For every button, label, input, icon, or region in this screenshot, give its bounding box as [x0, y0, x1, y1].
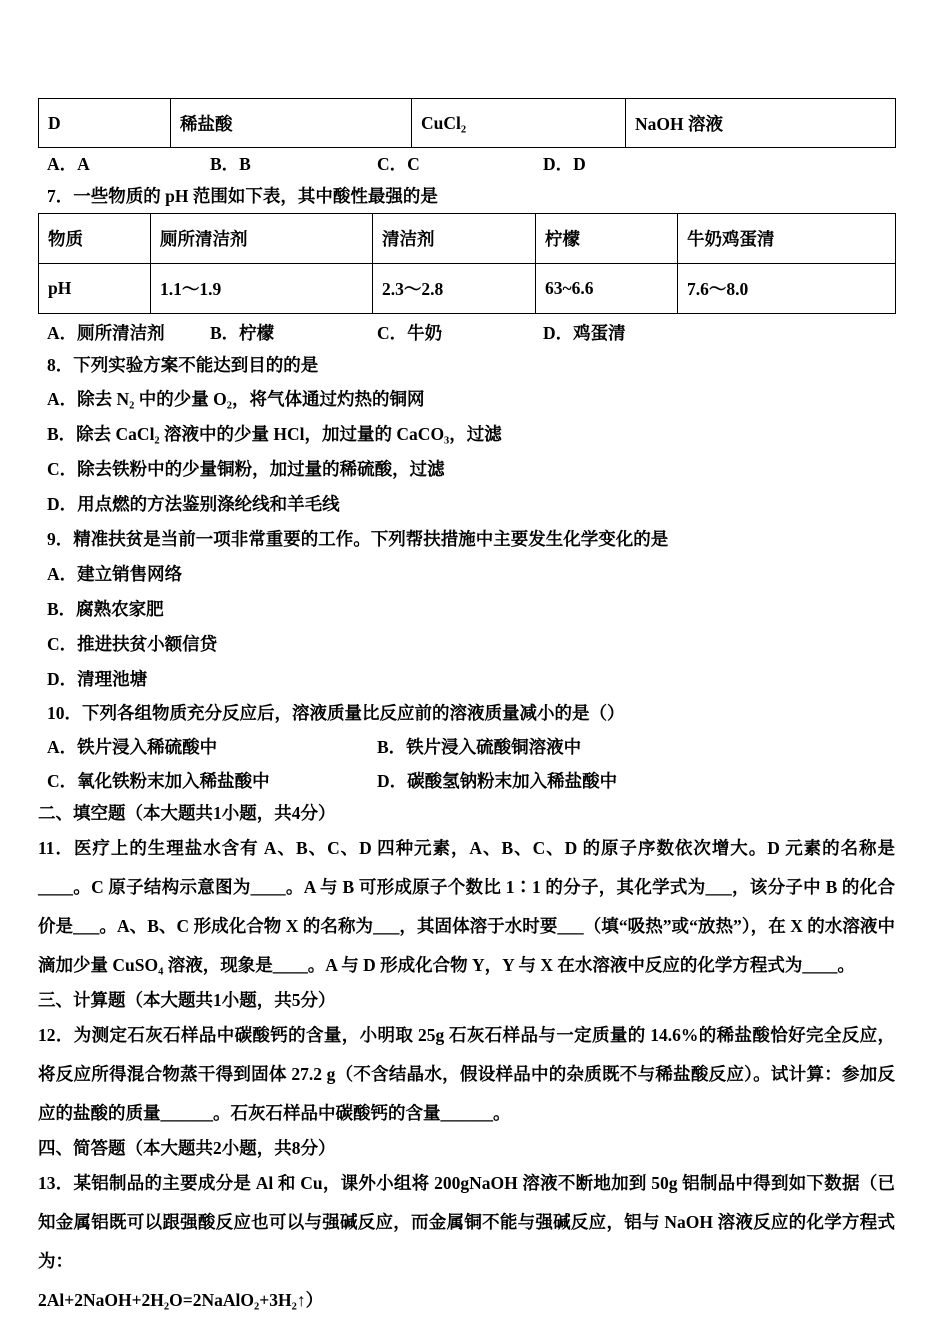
table-header-row	[39, 214, 896, 264]
question9-option-c: C．推进扶贫小额信贷	[47, 634, 218, 654]
header-cell-cleaner: 清洁剂	[373, 214, 536, 264]
question6-option-d: D．D	[543, 154, 586, 174]
cell-ph-lemon: 63~6.6	[536, 264, 678, 314]
header-cell-lemon: 柠檬	[536, 214, 678, 264]
question9-option-a: A．建立销售网络	[47, 564, 183, 584]
question7-option-d: D．鸡蛋清	[543, 323, 626, 343]
question9-stem: 9．精准扶贫是当前一项非常重要的工作。下列帮扶措施中主要发生化学变化的是	[47, 529, 669, 549]
cell-ph-cleaner: 2.3～2.8	[373, 264, 536, 314]
section-heading-fill-in: 二、填空题（本大题共1小题，共4分）	[38, 803, 336, 823]
table-cell-d: D	[39, 99, 171, 148]
table-cell-cucl2: CuCl₂	[412, 99, 626, 148]
question10-option-a: A．铁片浸入稀硫酸中	[47, 737, 218, 757]
header-cell-milk-eggwhite: 牛奶鸡蛋清	[678, 214, 896, 264]
header-cell-toilet-cleaner: 厕所清洁剂	[151, 214, 373, 264]
question7-options-row	[38, 317, 895, 349]
section-heading-short-answer: 四、简答题（本大题共2小题，共8分）	[38, 1138, 336, 1158]
question7-ph-table	[38, 213, 896, 314]
question6-options-row	[38, 148, 895, 180]
question6-option-b: B．B	[210, 154, 251, 174]
question8-option-a: A．除去 N₂ 中的少量 O₂，将气体通过灼热的铜网	[47, 389, 425, 409]
question8-option-c: C．除去铁粉中的少量铜粉，加过量的稀硫酸，过滤	[47, 459, 445, 479]
header-cell-substance: 物质	[39, 214, 151, 264]
table-row	[39, 99, 896, 148]
table-row-ph	[39, 264, 896, 314]
question10-options-row-2	[38, 764, 895, 798]
question10-options-row-1	[38, 730, 895, 764]
table-cell-dilute-hcl: 稀盐酸	[171, 99, 412, 148]
question7-option-b: B．柠檬	[210, 323, 275, 343]
exam-content	[38, 98, 895, 1320]
cell-ph-toilet-cleaner: 1.1～1.9	[151, 264, 373, 314]
question7-stem: 7．一些物质的 pH 范围如下表，其中酸性最强的是	[47, 186, 438, 206]
question10-option-b: B．铁片浸入硫酸铜溶液中	[377, 737, 582, 757]
question10-stem: 10．下列各组物质充分反应后，溶液质量比反应前的溶液质量减小的是（）	[47, 703, 625, 723]
question11-paragraph: 11．医疗上的生理盐水含有 A、B、C、D 四种元素，A、B、C、D 的原子序数依次增大。D 元素的名称是____。C 原子结构示意图为____。A 与 B 可形成原子个数比 1∶1 的分子，其化学式为___，该分子中 B 的化合价是___。A、B、C 形成化合物 X 的名称为___，其固体溶于水时要___（填“吸热”或“放热”），在 X 的水溶液中滴加少量 CuSO₄ 溶液，现象是____。A 与 D 形成化合物 Y，Y 与 X 在水溶液中反应的化学方程式为____。	[38, 838, 895, 975]
cell-ph-label: pH	[39, 264, 151, 314]
question13-paragraph: 13．某铝制品的主要成分是 Al 和 Cu，课外小组将 200gNaOH 溶液不断地加到 50g 铝制品中得到如下数据（已知金属铝既可以跟强酸反应也可以与强碱反应，而金属铜不能与强碱反应，铝与 NaOH 溶液反应的化学方程式为：	[38, 1173, 895, 1271]
question9-option-d: D．清理池塘	[47, 669, 148, 689]
table-cell-naoh: NaOH 溶液	[626, 99, 896, 148]
question7-option-a: A．厕所清洁剂	[47, 323, 165, 343]
question8-option-d: D．用点燃的方法鉴别涤纶线和羊毛线	[47, 494, 340, 514]
question8-stem: 8．下列实验方案不能达到目的的是	[47, 355, 319, 375]
question7-option-c: C．牛奶	[377, 323, 443, 343]
question6-answer-table	[38, 98, 896, 148]
question9-option-b: B．腐熟农家肥	[47, 599, 164, 619]
question8-option-b: B．除去 CaCl₂ 溶液中的少量 HCl，加过量的 CaCO₃，过滤	[47, 424, 502, 444]
question12-paragraph: 12．为测定石灰石样品中碳酸钙的含量，小明取 25g 石灰石样品与一定质量的 14.6%的稀盐酸恰好完全反应，将反应所得混合物蒸干得到固体 27.2 g（不含结晶水，假设样品中的杂质既不与稀盐酸反应）。试计算：参加反应的盐酸的质量______。石灰石样品中碳酸钙的含量______。	[38, 1025, 895, 1123]
question13-equation: 2Al+2NaOH+2H₂O=2NaAlO₂+3H₂↑）	[38, 1290, 324, 1310]
question6-option-c: C．C	[377, 154, 420, 174]
question6-option-a: A．A	[47, 154, 90, 174]
question10-option-c: C．氧化铁粉末加入稀盐酸中	[47, 771, 270, 791]
cell-ph-milk-eggwhite: 7.6～8.0	[678, 264, 896, 314]
question10-option-d: D．碳酸氢钠粉末加入稀盐酸中	[377, 771, 618, 791]
section-heading-calculation: 三、计算题（本大题共1小题，共5分）	[38, 990, 336, 1010]
